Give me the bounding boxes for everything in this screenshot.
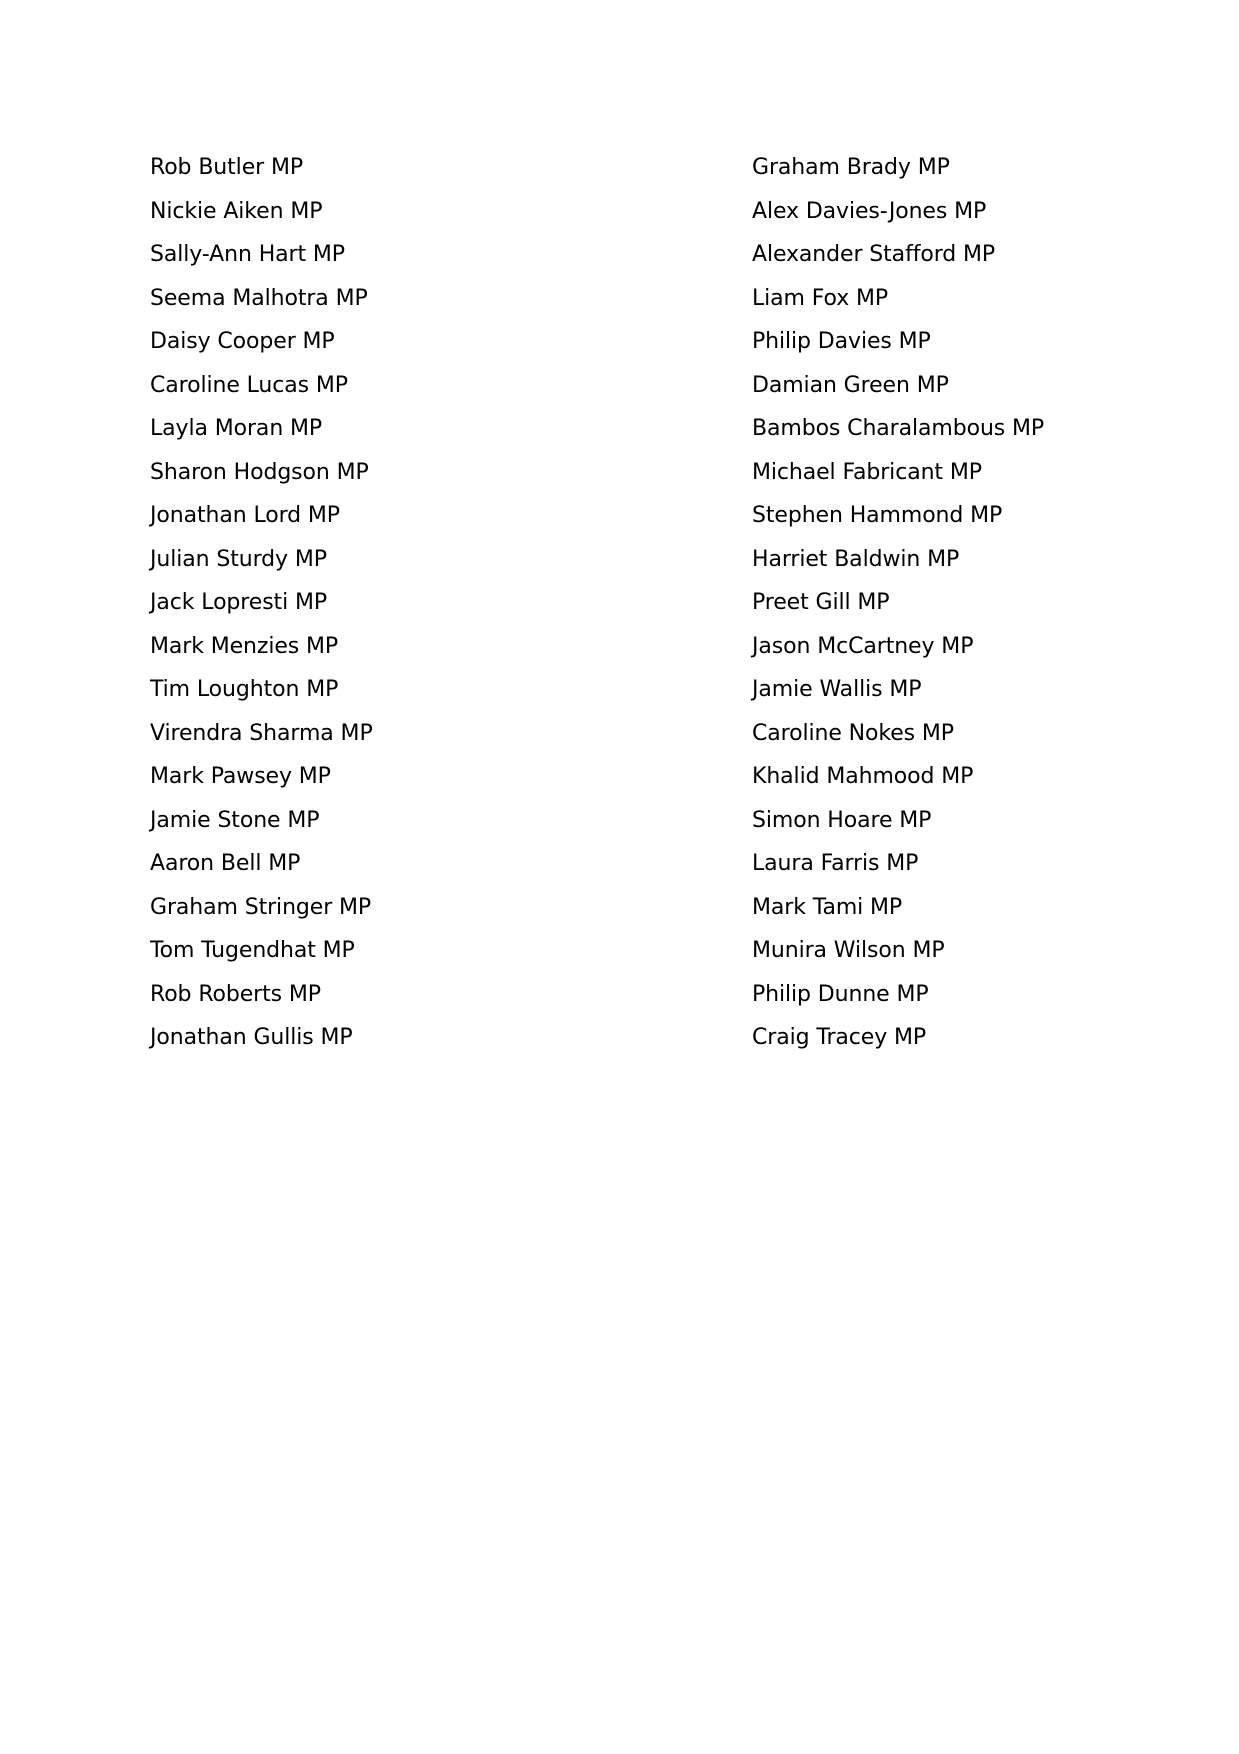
signatory-name: Stephen Hammond MP — [752, 503, 1003, 528]
signatory-name: Mark Tami MP — [752, 894, 903, 920]
signatory-name: Jonathan Gullis MP — [150, 1025, 353, 1050]
signatory-name: Bambos Charalambous MP — [752, 416, 1045, 441]
signatory-list-left — [150, 153, 373, 1067]
signatory-name: Caroline Nokes MP — [752, 720, 954, 746]
signatory-name: Philip Davies MP — [752, 329, 931, 354]
signatory-name: Aaron Bell MP — [150, 851, 301, 876]
signatory-name: Damian Green MP — [752, 372, 949, 398]
signatory-list-right — [752, 153, 1044, 1067]
signatory-name: Layla Moran MP — [150, 416, 323, 441]
signatory-name: Alexander Stafford MP — [752, 242, 996, 267]
signatory-name: Graham Brady MP — [752, 155, 950, 180]
signatory-name: Khalid Mahmood MP — [752, 764, 974, 789]
signatory-name: Jason McCartney MP — [752, 633, 974, 659]
signatory-name: Graham Stringer MP — [150, 894, 372, 920]
signatory-name: Liam Fox MP — [752, 285, 889, 311]
signatory-name: Tim Loughton MP — [150, 677, 339, 702]
signatory-name: Craig Tracey MP — [752, 1025, 927, 1050]
signatory-name: Michael Fabricant MP — [752, 459, 982, 485]
signatory-name: Sharon Hodgson MP — [150, 459, 369, 485]
signatory-name: Rob Roberts MP — [150, 981, 321, 1007]
signatory-name: Virendra Sharma MP — [150, 720, 373, 746]
signatory-name: Munira Wilson MP — [752, 938, 945, 963]
signatory-name: Tom Tugendhat MP — [150, 938, 355, 963]
signatory-name: Jack Lopresti MP — [150, 590, 328, 615]
signatory-name: Alex Davies-Jones MP — [752, 198, 987, 224]
signatory-name: Jonathan Lord MP — [150, 503, 340, 528]
signatory-name: Nickie Aiken MP — [150, 198, 323, 224]
signatory-name: Philip Dunne MP — [752, 981, 929, 1007]
signatory-name: Harriet Baldwin MP — [752, 546, 960, 572]
signatory-name: Mark Pawsey MP — [150, 764, 331, 789]
signatory-name: Jamie Wallis MP — [752, 677, 922, 702]
signatory-name: Mark Menzies MP — [150, 633, 339, 659]
signatory-name: Laura Farris MP — [752, 851, 919, 876]
signatory-name: Preet Gill MP — [752, 590, 890, 615]
signatory-name: Rob Butler MP — [150, 155, 304, 180]
signatory-name: Jamie Stone MP — [150, 807, 320, 833]
signatory-name: Julian Sturdy MP — [150, 546, 327, 572]
signatory-name: Simon Hoare MP — [752, 807, 932, 833]
signatory-name: Seema Malhotra MP — [150, 285, 368, 311]
signatory-name: Daisy Cooper MP — [150, 329, 335, 354]
signatory-name: Sally-Ann Hart MP — [150, 242, 345, 267]
signatory-name: Caroline Lucas MP — [150, 372, 348, 398]
